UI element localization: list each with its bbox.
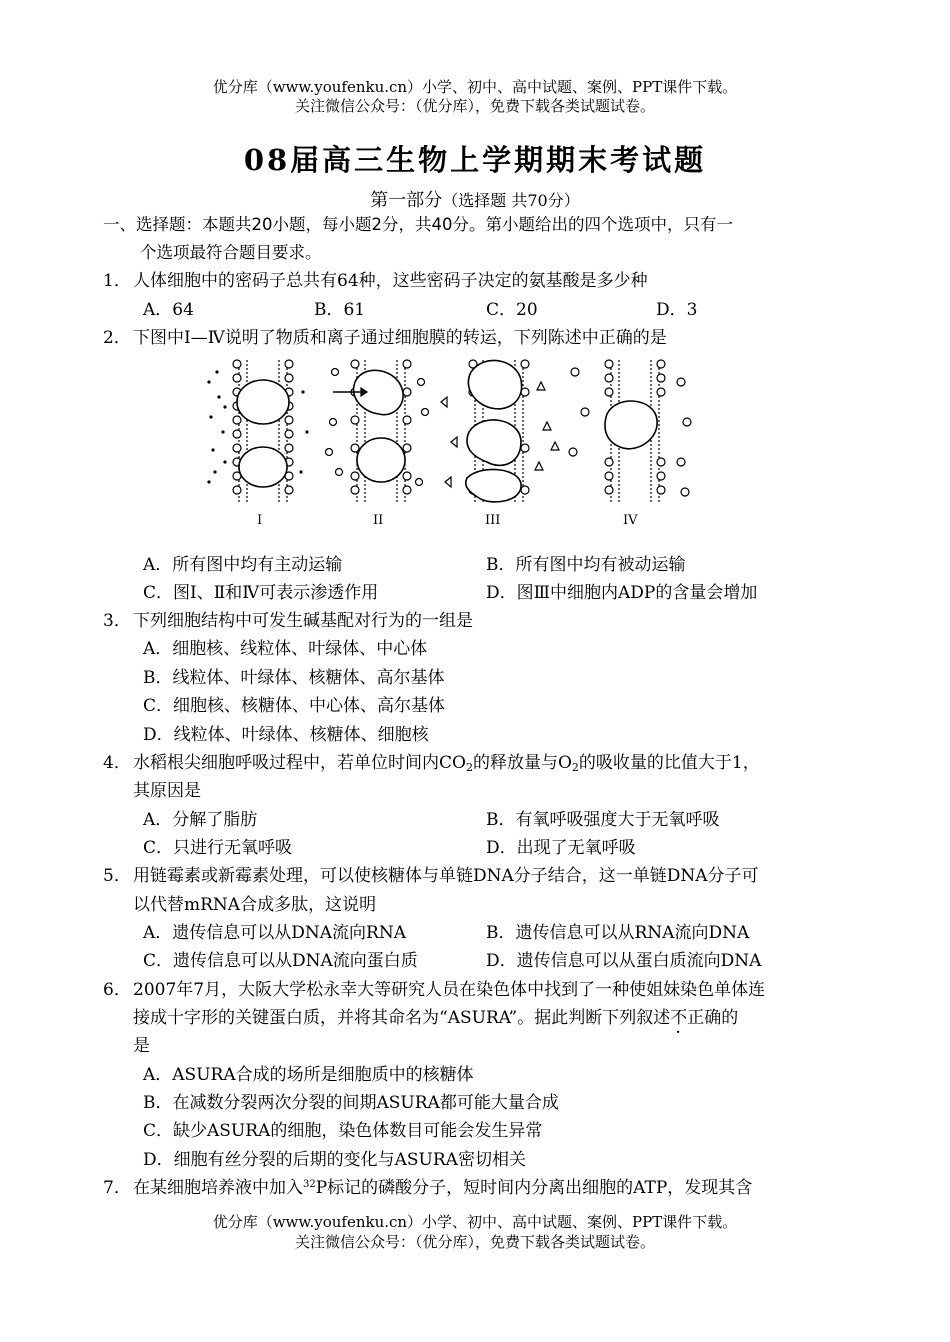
question-number: 2．	[103, 328, 131, 348]
question-stem-cont: 以代替mRNA合成多肽，这说明	[133, 895, 377, 915]
figure-label-ii: II	[373, 513, 384, 528]
stem-part: 的吸收量的比值大于1，	[578, 753, 760, 773]
subscript: 2	[465, 761, 473, 774]
option-d: D．线粒体、叶绿体、核糖体、细胞核	[143, 725, 429, 745]
option-d: D．出现了无氧呼吸	[486, 838, 636, 858]
option-d: D．细胞有丝分裂的后期的变化与ASURA密切相关	[143, 1150, 526, 1170]
footer-line-2: 关注微信公众号：（优分库），免费下载各类试题试卷。	[294, 1233, 655, 1251]
question-number: 1．	[103, 271, 131, 291]
membrane-ii	[326, 360, 429, 502]
stem-part: 水稻根尖细胞呼吸过程中，若单位时间内CO	[133, 753, 466, 773]
superscript: 32	[303, 1179, 316, 1190]
question-stem: 下列细胞结构中可发生碱基配对行为的一组是	[133, 611, 473, 631]
question-number: 7．	[103, 1178, 131, 1198]
question-number: 3．	[103, 611, 131, 631]
option-a: A．64	[143, 300, 194, 320]
stem-part: 正确的	[687, 1008, 739, 1028]
page-title: 08届高三生物上学期期末考试题	[243, 143, 707, 177]
question-stem-cont	[133, 1005, 738, 1031]
option-a: A．细胞核、线粒体、叶绿体、中心体	[143, 639, 428, 659]
question-stem	[133, 1175, 752, 1201]
option-b: B．线粒体、叶绿体、核糖体、高尔基体	[143, 668, 445, 688]
question-number: 6．	[103, 980, 131, 1000]
question-stem-cont: 其原因是	[133, 781, 201, 801]
subtitle-main: 第一部分	[370, 190, 443, 211]
section-instruction-line2: 个选项最符合题目要求。	[140, 243, 322, 262]
question-number: 5．	[103, 866, 131, 886]
option-c: C．只进行无氧呼吸	[143, 838, 293, 858]
stem-part: 接成十字形的关键蛋白质，并将其命名为“ASURA”。据此判断下列叙述	[133, 1008, 671, 1028]
question-stem: 2007年7月，大阪大学松永幸大等研究人员在染色体中找到了一种使姐妹染色单体连	[133, 980, 766, 1000]
option-c: C．图Ⅰ、Ⅱ和Ⅳ可表示渗透作用	[143, 583, 379, 603]
stem-part: 在某细胞培养液中加入	[133, 1178, 303, 1198]
membrane-iii	[441, 360, 559, 502]
option-d: D．图Ⅲ中细胞内ADP的含量会增加	[486, 583, 758, 603]
option-b: B．在减数分裂两次分裂的间期ASURA都可能大量合成	[143, 1093, 559, 1113]
figure-label-iii: III	[485, 513, 501, 528]
option-b: B．61	[314, 300, 366, 320]
option-c: C．遗传信息可以从DNA流向蛋白质	[143, 951, 418, 971]
question-number: 4．	[103, 753, 131, 773]
emphasis-not: 不	[670, 1008, 688, 1028]
option-b: B．所有图中均有被动运输	[486, 555, 686, 575]
option-a: A．ASURA合成的场所是细胞质中的核糖体	[143, 1065, 474, 1085]
header-line-2: 关注微信公众号：（优分库），免费下载各类试题试卷。	[294, 97, 655, 115]
option-c: C．细胞核、核糖体、中心体、高尔基体	[143, 696, 446, 716]
stem-part: 的释放量与O	[472, 753, 572, 773]
subtitle-note: （选择题 共70分）	[442, 191, 580, 210]
option-b: B．有氧呼吸强度大于无氧呼吸	[486, 810, 720, 830]
option-c: C．缺少ASURA的细胞，染色体数目可能会发生异常	[143, 1121, 543, 1141]
question-stem-cont: 是	[133, 1036, 150, 1056]
membrane-i	[233, 360, 293, 502]
footer-line-1: 优分库（www.youfenku.cn）小学、初中、高中试题、案例、PPT课件下载。	[212, 1213, 738, 1231]
option-b: B．遗传信息可以从RNA流向DNA	[486, 923, 750, 943]
header-line-1: 优分库（www.youfenku.cn）小学、初中、高中试题、案例、PPT课件下载。	[212, 78, 738, 96]
option-d: D．3	[656, 300, 698, 320]
figure-label-i: I	[257, 513, 263, 528]
question-stem	[133, 750, 760, 776]
option-c: C．20	[486, 300, 538, 320]
option-a: A．分解了脂肪	[143, 810, 258, 830]
option-d: D．遗传信息可以从蛋白质流向DNA	[486, 951, 762, 971]
question-stem: 人体细胞中的密码子总共有64种，这些密码子决定的氨基酸是多少种	[133, 271, 648, 291]
question-stem: 用链霉素或新霉素处理，可以使核糖体与单链DNA分子结合，这一单链DNA分子可	[133, 866, 759, 886]
section-instruction-line1: 一、选择题：本题共20小题，每小题2分，共40分。第小题给出的四个选项中，只有一	[103, 215, 733, 234]
membrane-transport-figure	[205, 352, 725, 532]
membrane-iv	[569, 360, 691, 502]
question-stem: 下图中Ⅰ—Ⅳ说明了物质和离子通过细胞膜的转运，下列陈述中正确的是	[133, 328, 667, 348]
section-subtitle	[0, 186, 950, 212]
option-a: A．所有图中均有主动运输	[143, 555, 343, 575]
stem-part: P标记的磷酸分子，短时间内分离出细胞的ATP，发现其含	[315, 1178, 753, 1198]
figure-label-iv: IV	[623, 513, 638, 528]
subscript: 2	[571, 761, 579, 774]
option-a: A．遗传信息可以从DNA流向RNA	[143, 923, 407, 943]
